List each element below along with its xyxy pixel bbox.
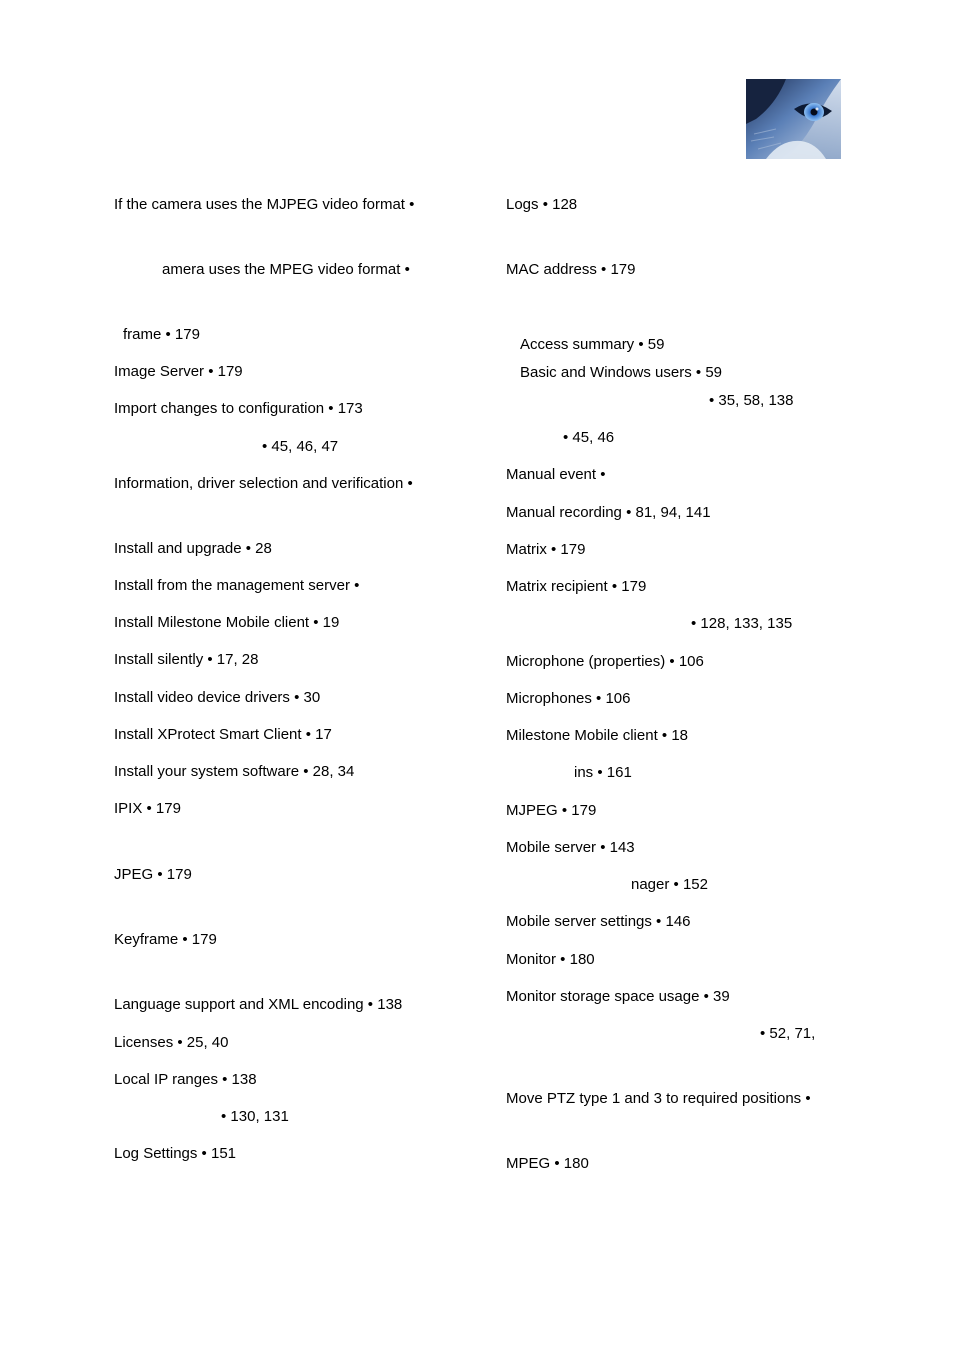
index-entry: Logs • 128	[506, 196, 578, 213]
index-entry: MAC address • 179	[506, 261, 636, 278]
index-entry: Install and upgrade • 28	[114, 540, 272, 557]
index-entry: Keyframe • 179	[114, 931, 217, 948]
index-entry: Language support and XML encoding • 138	[114, 996, 403, 1013]
index-entry: Access summary • 59	[520, 336, 665, 353]
index-entry: Log Settings • 151	[114, 1145, 237, 1162]
index-entry: Information, driver selection and verification •	[114, 475, 413, 492]
index-entry: Monitor storage space usage • 39	[506, 988, 730, 1005]
index-entry: • 45, 46	[563, 429, 615, 446]
index-entry: Manual recording • 81, 94, 141	[506, 504, 711, 521]
index-entry: IPIX • 179	[114, 800, 181, 817]
index-entry: Image Server • 179	[114, 363, 243, 380]
index-entry: ins • 161	[574, 764, 632, 781]
index-entry: frame • 179	[123, 326, 200, 343]
index-entry: Install video device drivers • 30	[114, 689, 321, 706]
index-entry: MPEG • 180	[506, 1155, 589, 1172]
index-entry: If the camera uses the MJPEG video format •	[114, 196, 415, 213]
index-entry: amera uses the MPEG video format •	[162, 261, 410, 278]
index-entry: Matrix • 179	[506, 541, 586, 558]
index-entry: • 52, 71,	[760, 1025, 816, 1042]
index-entry: Milestone Mobile client • 18	[506, 727, 689, 744]
index-entry: Install XProtect Smart Client • 17	[114, 726, 332, 743]
index-entry: Install Milestone Mobile client • 19	[114, 614, 340, 631]
index-entry: Microphones • 106	[506, 690, 631, 707]
index-entry: Manual event •	[506, 466, 606, 483]
index-entry: Monitor • 180	[506, 951, 595, 968]
index-entry: Matrix recipient • 179	[506, 578, 647, 595]
index-entry: nager • 152	[631, 876, 708, 893]
index-entry: JPEG • 179	[114, 866, 192, 883]
index-entry: Mobile server • 143	[506, 839, 635, 856]
index-entry: Import changes to configuration • 173	[114, 400, 363, 417]
index-entry: • 128, 133, 135	[691, 615, 793, 632]
index-entry: Mobile server settings • 146	[506, 913, 691, 930]
index-entry: Move PTZ type 1 and 3 to required positions •	[506, 1090, 811, 1107]
index-entry: • 35, 58, 138	[709, 392, 794, 409]
index-entry: • 45, 46, 47	[262, 438, 339, 455]
index-entry: Install from the management server •	[114, 577, 360, 594]
index-entry: Install silently • 17, 28	[114, 651, 259, 668]
wolf-eye-logo	[746, 79, 841, 159]
index-entry: Microphone (properties) • 106	[506, 653, 704, 670]
index-entry: Basic and Windows users • 59	[520, 364, 723, 381]
index-entry: • 130, 131	[221, 1108, 289, 1125]
index-entry: Local IP ranges • 138	[114, 1071, 257, 1088]
index-entry: MJPEG • 179	[506, 802, 597, 819]
index-entry: Licenses • 25, 40	[114, 1034, 229, 1051]
index-entry: Install your system software • 28, 34	[114, 763, 355, 780]
